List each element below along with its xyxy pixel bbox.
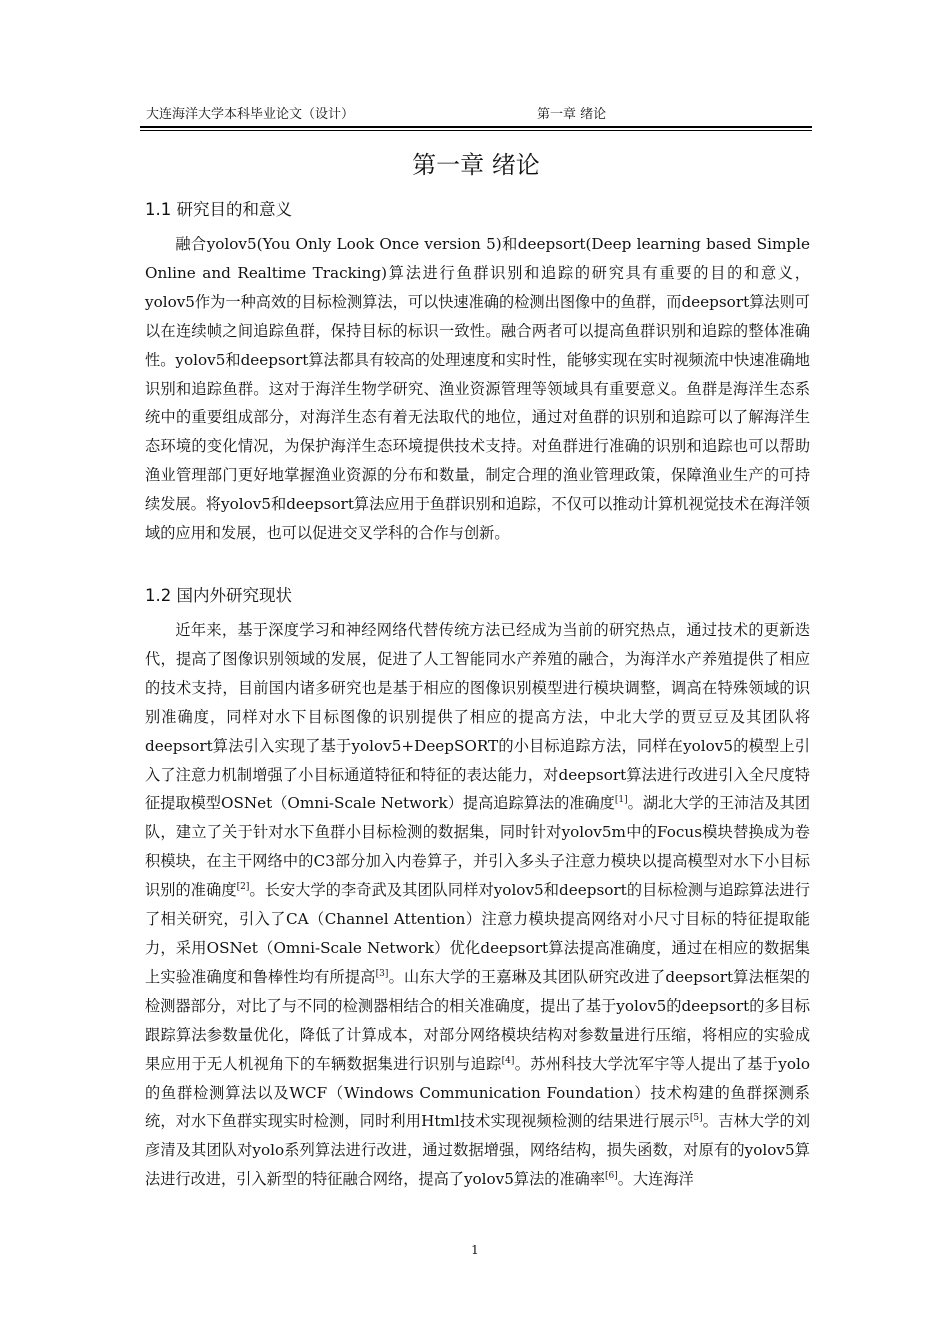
citation-ref[interactable]: [4] (501, 1055, 515, 1066)
paragraph-text-segment: 。苏州科技大学沈军宇等人提出了基于yolo的鱼群检测算法以及WCF（Windows Communication Foundation）技术构建的鱼群探测系统，对水下鱼群实现实时检测，同时利用Html技术实现视频检测的结果进行展示 (145, 1054, 811, 1131)
header-chapter: 第一章 绪论 (537, 107, 607, 122)
paragraph-text-segment: 。长安大学的李奇武及其团队同样对yolov5和deepsort的目标检测与追踪算法进行了相关研究，引入了CA（Channel Attention）注意力模块提高网络对小尺寸目标的特征提取能力，采用OSNet（Omni-Scale Network）优化deepsort算法提高准确度，通过在相应的数据集上实验准确度和鲁棒性均有所提高 (145, 881, 810, 986)
header-rule-thin (140, 130, 812, 131)
section-heading-1-2: 1.2 国内外研究现状 (145, 586, 292, 605)
paragraph-text-segment: 。山东大学的王嘉琳及其团队研究改进了deepsort算法框架的检测器部分，对比了与不同的检测器相结合的相关准确度，提出了基于yolov5的deepsort的多目标跟踪算法参数量优化，降低了计算成本，对部分网络模块结构对参数量进行压缩，将相应的实验成果应用于无人机视角下的车辆数据集进行识别与追踪 (145, 967, 810, 1073)
citation-ref[interactable]: [1] (614, 795, 628, 806)
citation-ref[interactable]: [3] (375, 968, 389, 979)
citation-ref[interactable]: [6] (605, 1171, 618, 1182)
paragraph-text-segment: 。大连海洋 (617, 1170, 694, 1189)
citation-ref[interactable]: [5] (689, 1113, 703, 1124)
paragraph-text-segment: 。湖北大学的王沛洁及其团队，建立了关于针对水下鱼群小目标检测的数据集，同时针对yolov5m中的Focus模块替换成为卷积模块，在主干网络中的C3部分加入内卷算子，并引入多头子注意力模块以提高模型对水下小目标识别的准确度 (145, 794, 811, 900)
running-header (140, 106, 812, 124)
paragraph-text-segment: 融合yolov5(You Only Look Once version 5)和deepsort(Deep learning based Simple Online and Realtime Tracking)算法进行鱼群识别和追踪的研究具有重要的目的和意义，yolov5作为一种高效的目标检测算法，可以快速准确的检测出图像中的鱼群，而deepsort算法则可以在连续帧之间追踪鱼群，保持目标的标识一致性。融合两者可以提高鱼群识别和追踪的整体准确性。yolov5和deepsort算法都具有较高的处理速度和实时性，能够实现在实时视频流中快速准确地识别和追踪鱼群。这对于海洋生物学研究、渔业资源管理等领域具有重要意义。鱼群是海洋生态系统中的重要组成部分，对海洋生态有着无法取代的地位，通过对鱼群的识别和追踪可以了解海洋生态环境的变化情况，为保护海洋生态环境提供技术支持。对鱼群进行准确的识别和追踪也可以帮助渔业管理部门更好地掌握渔业资源的分布和数量，制定合理的渔业管理政策，保障渔业生产的可持续发展。将yolov5和deepsort算法应用于鱼群识别和追踪，不仅可以推动计算机视觉技术在海洋领域的应用和发展，也可以促进交叉学科的合作与创新。 (145, 235, 810, 543)
page-number: 1 (471, 1243, 479, 1257)
chapter-title: 第一章 绪论 (412, 151, 540, 179)
header-thesis-title: 大连海洋大学本科毕业论文（设计） (146, 107, 355, 122)
paragraph-text-segment: 近年来，基于深度学习和神经网络代替传统方法已经成为当前的研究热点，通过技术的更新迭代，提高了图像识别领域的发展，促进了人工智能同水产养殖的融合，为海洋水产养殖提供了相应的技术支持，目前国内诸多研究也是基于相应的图像识别模型进行模块调整，调高在特殊领域的识别准确度，同样对水下目标图像的识别提供了相应的提高方法，中北大学的贾豆豆及其团队将deepsort算法引入实现了基于yolov5+DeepSORT的小目标追踪方法，同样在yolov5的模型上引入了注意力机制增强了小目标通道特征和特征的表达能力，对deepsort算法进行改进引入全尺度特征提取模型OSNet（Omni-Scale Network）提高追踪算法的准确度 (145, 621, 810, 813)
header-rule-thick (140, 126, 812, 128)
paragraph-text-segment: 。吉林大学的刘彦清及其团队对yolo系列算法进行改进，通过数据增强，网络结构，损失函数，对原有的yolov5算法进行改进，引入新型的特征融合网络，提高了yolov5算法的准确率 (145, 1112, 811, 1189)
citation-ref[interactable]: [2] (236, 882, 250, 893)
section-1-2-paragraph (145, 616, 810, 1194)
section-heading-1-1: 1.1 研究目的和意义 (145, 200, 292, 219)
section-1-1-paragraph (145, 230, 810, 548)
